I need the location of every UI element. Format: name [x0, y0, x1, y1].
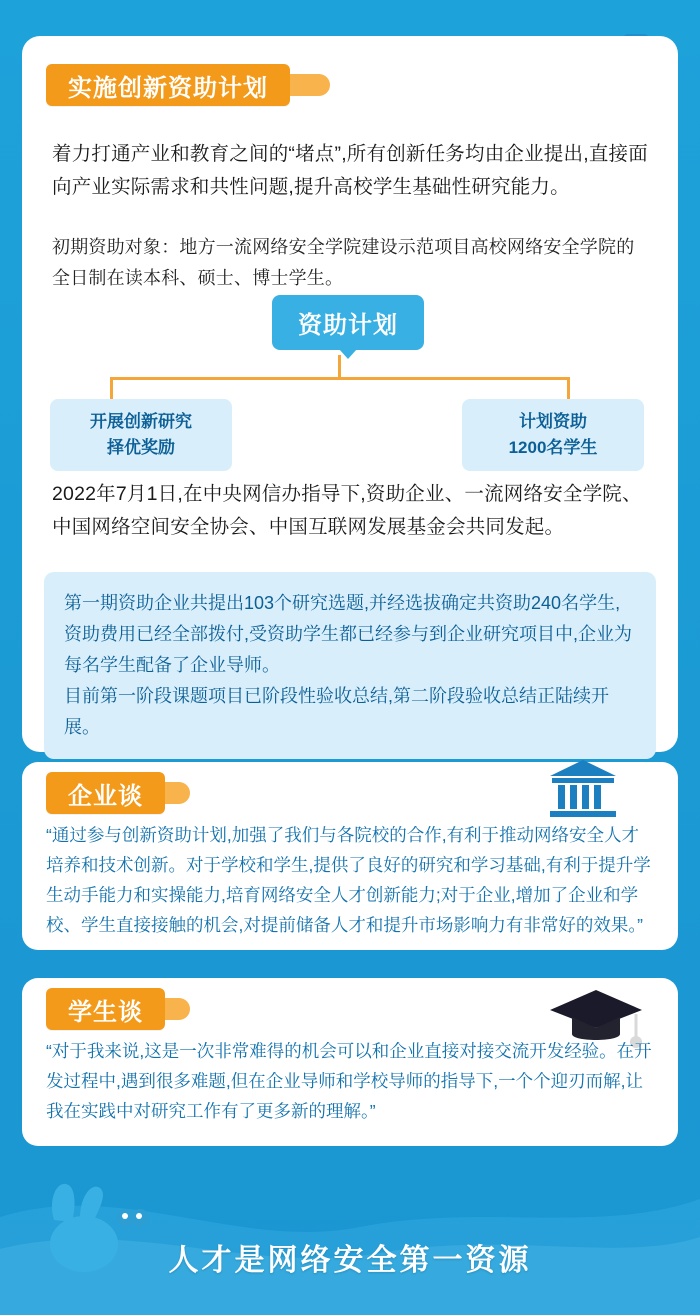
- diagram-node-left: [50, 399, 232, 471]
- section-1-paragraph-2: 初期资助对象：地方一流网络安全学院建设示范项目高校网络安全学院的全日制在读本科、硕士、博士学生。: [52, 237, 635, 288]
- highlight-paragraph-1: 第一期资助企业共提出103个研究选题,并经选拔确定共资助240名学生,资助费用已经全部拨付,受资助学生都已经参与到企业研究项目中,企业为每名学生配备了企业导师。: [64, 593, 632, 675]
- section-title-1: [46, 64, 290, 106]
- diagram-node-right-line1: 计划资助: [519, 412, 587, 431]
- section-3-quote: “对于我来说,这是一次非常难得的机会可以和企业直接对接交流开发经验。在开发过程中,遇到很多难题,但在企业导师和学校导师的指导下,一个个迎刃而解,让我在实践中对研究工作有了更多新的理解。”: [46, 1041, 652, 1121]
- section-title-2-label: 企业谈: [68, 782, 143, 810]
- funding-plan-diagram: [50, 295, 650, 455]
- diagram-node-left-line1: 开展创新研究: [90, 412, 192, 431]
- diagram-connector-right: [567, 377, 570, 399]
- section-1-highlight-block: [44, 572, 656, 759]
- section-title-2: [46, 772, 165, 814]
- bank-icon: [548, 758, 618, 820]
- section-1-paragraph-3: 2022年7月1日,在中央网信办指导下,资助企业、一流网络安全学院、中国网络空间安全协会、中国互联网发展基金会共同发起。: [52, 483, 642, 538]
- diagram-connector-vertical: [338, 355, 341, 379]
- footer-slogan: 人才是网络安全第一资源: [168, 1244, 532, 1277]
- diagram-node-right: [462, 399, 644, 471]
- section-1-paragraph-1: 着力打通产业和教育之间的“堵点”,所有创新任务均由企业提出,直接面向产业实际需求和共性问题,提升高校学生基础性研究能力。: [52, 143, 648, 198]
- diagram-node-right-line2: 1200名学生: [508, 438, 598, 457]
- diagram-node-left-line2: 择优奖励: [107, 438, 175, 457]
- section-title-3: [46, 988, 165, 1030]
- ribbon-tail-1: [290, 74, 330, 96]
- diagram-connector-left: [110, 377, 113, 399]
- diagram-connector-horizontal: [110, 377, 570, 380]
- section-title-1-label: 实施创新资助计划: [68, 74, 268, 102]
- section-title-3-label: 学生谈: [68, 998, 143, 1026]
- highlight-paragraph-2: 目前第一阶段课题项目已阶段性验收总结,第二阶段验收总结正陆续开展。: [64, 686, 609, 737]
- section-2-quote: “通过参与创新资助计划,加强了我们与各院校的合作,有利于推动网络安全人才培养和技术创新。对于学校和学生,提供了良好的研究和学习基础,有利于提升学生动手能力和实操能力,培育网络安全人才创新能力;对于企业,增加了企业和学校、学生直接接触的机会,对提前储备人才和提升市场影响力有非常好的效果。”: [46, 825, 651, 935]
- diagram-root-node: 资助计划: [272, 295, 424, 350]
